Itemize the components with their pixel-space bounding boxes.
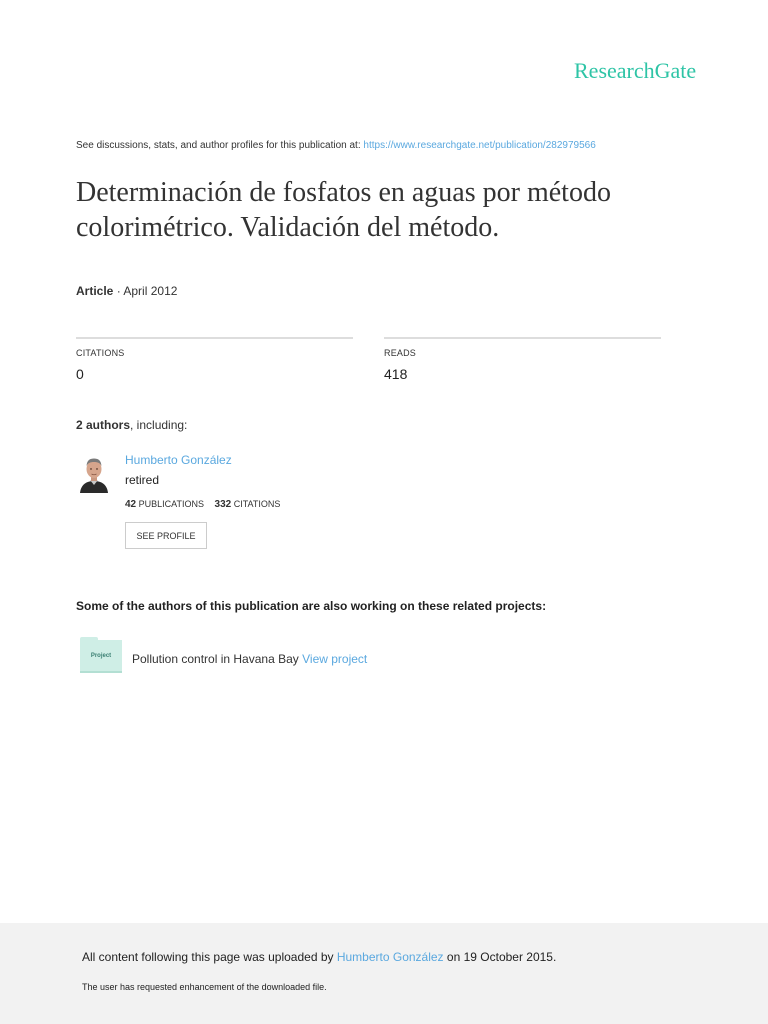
title-line-2: colorimétrico. Validación del método. — [76, 212, 500, 243]
project-name: Pollution control in Havana Bay — [132, 652, 299, 666]
citations-label: CITATIONS — [76, 348, 125, 358]
see-discussions-text: See discussions, stats, and author profiles for this publication at: — [76, 140, 361, 151]
enhancement-note: The user has requested enhancement of the downloaded file. — [82, 982, 327, 992]
title-line-1: Determinación de fosfatos en aguas por método — [76, 177, 611, 208]
project-icon-label: Project — [90, 652, 112, 659]
publication-url-link[interactable]: https://www.researchgate.net/publication/282979566 — [363, 140, 596, 151]
publication-meta — [76, 284, 177, 298]
author-publications-label: PUBLICATIONS — [138, 499, 204, 509]
author-name-link[interactable]: Humberto González — [125, 453, 232, 467]
folder-body — [80, 640, 122, 673]
meta-separator: · — [113, 284, 124, 298]
author-stats — [125, 499, 280, 510]
related-projects-heading: Some of the authors of this publication are also working on these related projects: — [76, 599, 547, 613]
authors-summary — [76, 418, 187, 432]
upload-prefix: All content following this page was uploaded by — [82, 950, 334, 964]
publication-date: April 2012 — [123, 284, 178, 298]
citations-value: 0 — [76, 366, 84, 382]
see-profile-button[interactable]: SEE PROFILE — [125, 522, 207, 549]
upload-date: on 19 October 2015. — [446, 950, 557, 964]
reads-label: READS — [384, 348, 417, 358]
researchgate-logo[interactable]: ResearchGate — [574, 58, 697, 83]
publication-type: Article — [76, 284, 114, 298]
author-publications-count: 42 — [125, 499, 137, 510]
author-affiliation: retired — [125, 473, 160, 487]
project-item — [132, 652, 367, 666]
project-folder-icon[interactable] — [80, 637, 122, 673]
view-project-link[interactable]: View project — [302, 652, 368, 666]
publication-title — [76, 175, 716, 245]
author-avatar[interactable] — [78, 455, 110, 493]
author-citations-label: CITATIONS — [233, 499, 281, 509]
profile-source-line — [76, 140, 596, 151]
authors-count: 2 authors — [76, 418, 131, 432]
author-citations-count: 332 — [214, 499, 232, 510]
reads-divider — [384, 337, 661, 339]
uploader-link[interactable]: Humberto González — [336, 950, 444, 964]
authors-suffix: , including: — [130, 418, 188, 432]
upload-footer — [0, 923, 768, 1024]
upload-info — [82, 950, 556, 964]
citations-divider — [76, 337, 353, 339]
reads-value: 418 — [384, 366, 408, 382]
